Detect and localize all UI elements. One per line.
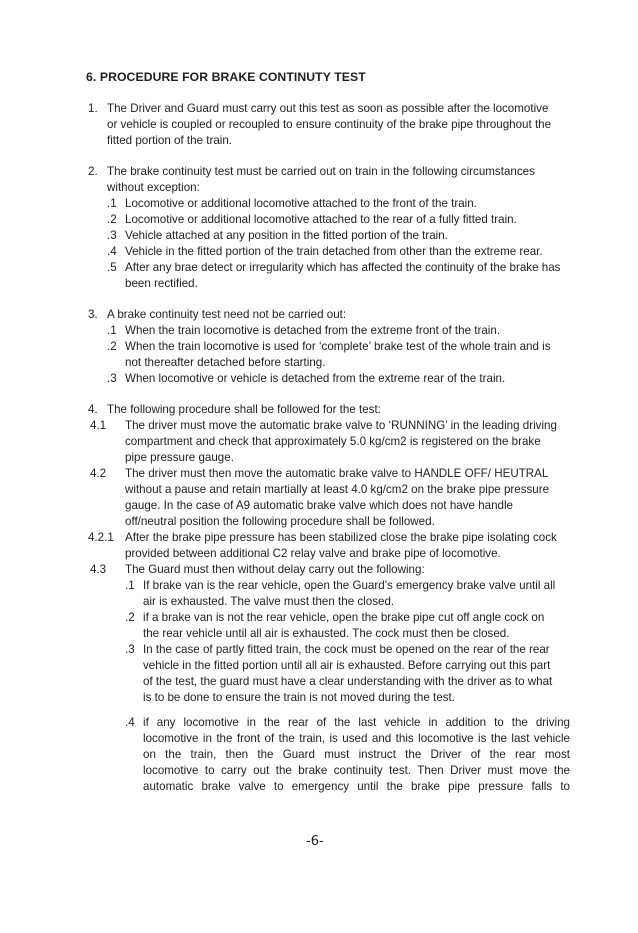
s1-line-2: or vehicle is coupled or recoupled to ensure continuity of the brake pipe throughout the — [107, 118, 552, 131]
s2-item-text: Locomotive or additional locomotive attached to the rear of a fully fitted train. — [125, 213, 517, 226]
s3-item-text: When locomotive or vehicle is detached from the extreme rear of the train. — [125, 372, 506, 385]
para-4-3-item-line: If brake van is the rear vehicle, open the Guard’s emergency brake valve until all — [143, 579, 556, 592]
para-4-3-item-line: In the case of partly fitted train, the cock must be opened on the rear of the rear — [143, 643, 550, 656]
s2-item-number: .4 — [107, 245, 117, 258]
s3-item-number: .3 — [107, 372, 117, 385]
para-4-3-item-line: locomotive in the front of the train, is used and this locomotive is the last vehicle — [143, 732, 570, 745]
s2-item-number: .3 — [107, 229, 117, 242]
para-4-3-item-line: of the test, the guard must have a clear understanding with the driver as to what — [143, 675, 553, 688]
s3-item-number: .2 — [107, 340, 117, 353]
para-4-3-item-number: .4 — [125, 716, 135, 729]
s2-item-text: After any brae detect or irregularity which has affected the continuity of the brake has — [125, 261, 561, 274]
s3-number: 3. — [88, 308, 98, 321]
section-heading: 6. PROCEDURE FOR BRAKE CONTINUTY TEST — [86, 70, 366, 84]
para-4-2-1-line: After the brake pipe pressure has been stabilized close the brake pipe isolating cock — [125, 531, 557, 544]
s3-line-1: A brake continuity test need not be carried out: — [107, 308, 347, 321]
s4-line-1: The following procedure shall be followed for the test: — [107, 403, 381, 416]
s2-item-number: .1 — [107, 197, 117, 210]
para-4-3-number: 4.3 — [90, 563, 107, 576]
s2-item-text: Vehicle in the fitted portion of the train detached from other than the extreme rear. — [125, 245, 543, 258]
s3-item-text: When the train locomotive is detached from the extreme front of the train. — [125, 324, 501, 337]
s1-line-3: fitted portion of the train. — [107, 134, 233, 147]
para-4-2-line: without a pause and retain martially at least 4.0 kg/cm2 on the brake pipe pressure — [125, 483, 550, 496]
s1-line-1: The Driver and Guard must carry out this test as soon as possible after the locomotive — [107, 102, 549, 115]
para-4-1-line: The driver must move the automatic brake valve to ‘RUNNING’ in the leading driving — [125, 419, 557, 432]
s2-line-1: The brake continuity test must be carried out on train in the following circumstances — [107, 165, 535, 178]
s1-number: 1. — [88, 102, 98, 115]
para-4-2-number: 4.2 — [90, 467, 107, 480]
s4-number: 4. — [88, 403, 98, 416]
para-4-3-item-line: on the train, then the Guard must instruct the Driver of the rear most — [143, 748, 570, 761]
s2-item-text-cont: been rectified. — [125, 277, 198, 290]
para-4-3-item-line: automatic brake valve to emergency until the brake pipe pressure falls to — [143, 780, 570, 793]
para-4-3-item-line: if any locomotive in the rear of the last vehicle in addition to the driving — [143, 716, 570, 729]
para-4-2-line: off/neutral position the following procedure shall be followed. — [125, 515, 435, 528]
s2-number: 2. — [88, 165, 98, 178]
para-4-3-item-line: the rear vehicle until all air is exhausted. The cock must then be closed. — [143, 627, 510, 640]
s2-item-number: .2 — [107, 213, 117, 226]
para-4-3-line: The Guard must then without delay carry out the following: — [125, 563, 425, 576]
s2-line-2: without exception: — [107, 181, 200, 194]
para-4-1-line: pipe pressure gauge. — [125, 451, 234, 464]
para-4-3-item-line: is to be done to ensure the train is not moved during the test. — [143, 691, 455, 704]
para-4-2-line: The driver must then move the automatic brake valve to HANDLE OFF/ HEUTRAL — [125, 467, 549, 480]
para-4-1-number: 4.1 — [90, 419, 107, 432]
para-4-3-item-line: air is exhausted. The valve must then the closed. — [143, 595, 395, 608]
s3-item-text-cont: not thereafter detached before starting. — [125, 356, 326, 369]
para-4-3-item-line: locomotive to carry out the brake continuity test. Then Driver must move the — [143, 764, 570, 777]
s2-item-text: Vehicle attached at any position in the fitted portion of the train. — [125, 229, 448, 242]
para-4-3-item-number: .1 — [125, 579, 135, 592]
para-4-2-1-line: provided between additional C2 relay valve and brake pipe of locomotive. — [125, 547, 501, 560]
s2-item-number: .5 — [107, 261, 117, 274]
para-4-3-item-line: if a brake van is not the rear vehicle, open the brake pipe cut off angle cock on — [143, 611, 545, 624]
s2-item-text: Locomotive or additional locomotive attached to the front of the train. — [125, 197, 477, 210]
para-4-3-item-line: vehicle in the fitted portion until all air is exhausted. Before carrying out this part — [143, 659, 551, 672]
s3-item-text: When the train locomotive is used for ‘complete’ brake test of the whole train and is — [125, 340, 551, 353]
para-4-3-item-number: .3 — [125, 643, 135, 656]
para-4-1-line: compartment and check that approximately 5.0 kg/cm2 is registered on the brake — [125, 435, 541, 448]
s3-item-number: .1 — [107, 324, 117, 337]
page-number: -6- — [306, 834, 324, 849]
para-4-3-item-number: .2 — [125, 611, 135, 624]
para-4-2-1-number: 4.2.1 — [88, 531, 114, 544]
para-4-2-line: gauge. In the case of A9 automatic brake valve which does not have handle — [125, 499, 514, 512]
